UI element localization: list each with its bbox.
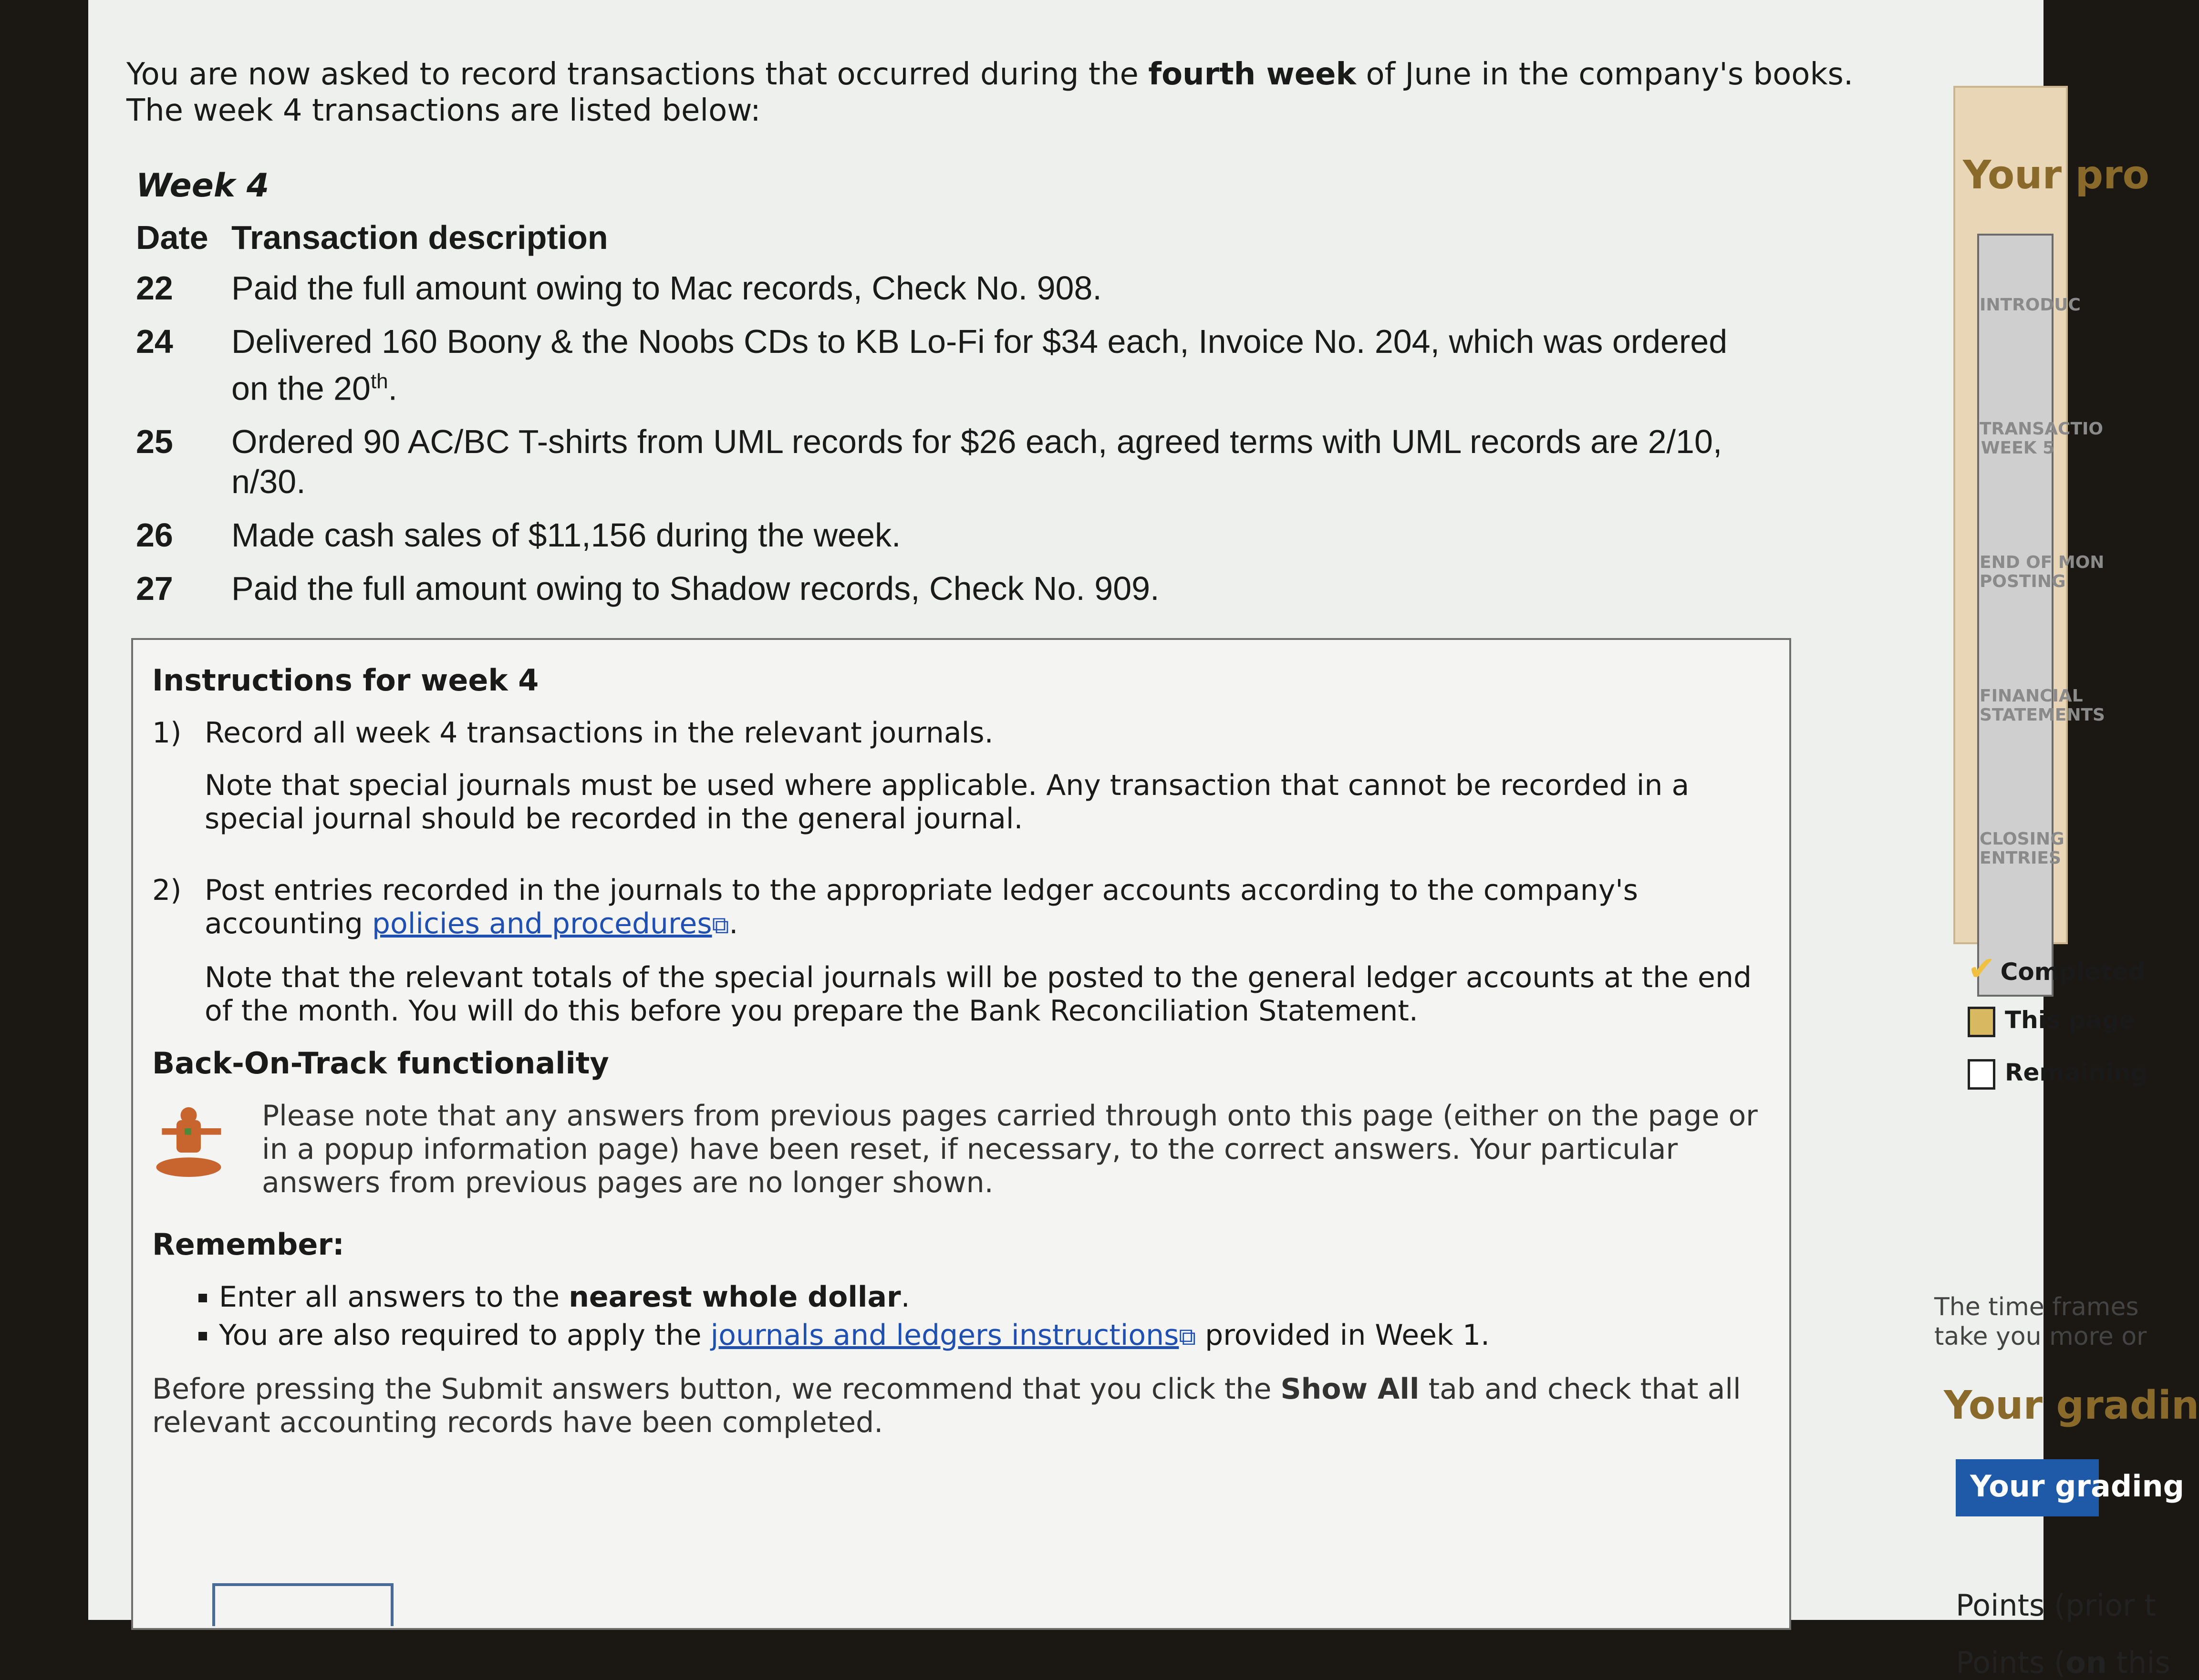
submit-text-suffix: tab and check that all relevant accounting records have been completed. bbox=[152, 1372, 1741, 1439]
instruction-step-1 bbox=[152, 716, 1770, 855]
remember-list bbox=[219, 1280, 1770, 1353]
bot-section bbox=[152, 1099, 1770, 1199]
instructions-title: Instructions for week 4 bbox=[152, 663, 539, 698]
row-date: 22 bbox=[136, 269, 173, 307]
transactions-table bbox=[131, 214, 1772, 615]
table-header-row bbox=[131, 214, 1772, 261]
stage-end-of-month[interactable]: END OF MON POSTING bbox=[1980, 553, 2105, 591]
remaining-icon bbox=[1968, 1059, 1995, 1090]
list-item bbox=[219, 1319, 1770, 1353]
step-number: 1) bbox=[152, 716, 182, 750]
intro-prefix: You are now asked to record transactions that occurred during the bbox=[126, 57, 1139, 92]
row-date: 27 bbox=[136, 570, 173, 608]
row-description: Ordered 90 AC/BC T-shirts from UML records for $26 each, agreed terms with UML records are 2/10, n/30. bbox=[231, 423, 1722, 501]
intro-line2: The week 4 transactions are listed below: bbox=[126, 93, 761, 128]
journals-ledgers-link[interactable]: journals and ledgers instructions bbox=[710, 1319, 1179, 1352]
submit-note bbox=[152, 1372, 1770, 1439]
show-all-reference: Show All bbox=[1280, 1372, 1420, 1406]
remember-text-suffix: provided in Week 1. bbox=[1205, 1319, 1490, 1352]
bot-title: Back-On-Track functionality bbox=[152, 1046, 609, 1081]
timeframe-line: take you more or bbox=[1934, 1322, 2147, 1351]
step-text: Post entries recorded in the journals to the appropriate ledger accounts according to the company's accounting policies and procedures⧉. bbox=[205, 874, 1770, 942]
row-description-text: Delivered 160 Boony & the Noobs CDs to KB Lo-Fi for $34 each, Invoice No. 204, which was ordered on the 20 bbox=[231, 323, 1728, 407]
step-body bbox=[205, 716, 1770, 855]
policies-procedures-link[interactable]: policies and procedures bbox=[372, 907, 712, 940]
step-text-prefix: Post entries recorded in the journals to the appropriate ledger accounts according to the company's accounting bbox=[205, 874, 1638, 940]
progress-sidebar bbox=[1891, 86, 2199, 1680]
row-description: Paid the full amount owing to Shadow records, Check No. 909. bbox=[231, 570, 1160, 608]
remember-title: Remember: bbox=[152, 1227, 344, 1262]
list-item: ▪ Enter all answers to the nearest whole dollar. bbox=[219, 1280, 1770, 1314]
legend-completed bbox=[1968, 949, 2145, 988]
row-date: 25 bbox=[136, 423, 173, 461]
points-prior: Points (prior t bbox=[1956, 1588, 2156, 1623]
points-this-page bbox=[1956, 1645, 2170, 1680]
external-link-icon[interactable]: ⧉ bbox=[1179, 1323, 1196, 1350]
header-description: Transaction description bbox=[231, 219, 608, 256]
legend-label: Remaining bbox=[2005, 1059, 2148, 1086]
legend-label: Completed bbox=[2000, 958, 2146, 986]
points-bold: on bbox=[2065, 1645, 2107, 1680]
legend-this-page bbox=[1968, 1006, 2135, 1037]
intro-suffix: of June in the company's books. bbox=[1366, 57, 1854, 92]
step-number: 2) bbox=[152, 874, 182, 907]
row-description bbox=[227, 315, 1772, 415]
timeframe-note bbox=[1934, 1292, 2147, 1351]
grading-title: Your gradin bbox=[1944, 1383, 2199, 1428]
table-row bbox=[131, 261, 1772, 315]
ordinal-suffix: th bbox=[370, 370, 388, 393]
submit-text: Before pressing the Submit answers button, we recommend that you click the bbox=[152, 1372, 1272, 1406]
progress-title: Your pro bbox=[1963, 153, 2150, 198]
stage-financial-statements[interactable]: FINANCIAL STATEMENTS bbox=[1980, 686, 2105, 725]
intro-emphasis: fourth week bbox=[1148, 57, 1357, 92]
page bbox=[88, 0, 2199, 1680]
step-text: Record all week 4 transactions in the relevant journals. bbox=[205, 716, 994, 750]
stage-closing-entries[interactable]: CLOSING ENTRIES bbox=[1980, 829, 2064, 868]
grading-tab[interactable]: Your grading bbox=[1956, 1459, 2099, 1516]
intro-text bbox=[126, 56, 1901, 129]
row-description: Made cash sales of $11,156 during the week. bbox=[231, 516, 901, 554]
bottom-tab[interactable] bbox=[212, 1583, 394, 1626]
timeframe-line: The time frames bbox=[1934, 1293, 2139, 1321]
step-note: Note that special journals must be used where applicable. Any transaction that cannot be recorded in a special journal should be recorded in the general journal. bbox=[205, 769, 1690, 835]
table-row bbox=[131, 508, 1772, 562]
stage-introduction[interactable]: INTRODUC bbox=[1980, 295, 2081, 315]
main-content bbox=[126, 56, 1901, 1439]
this-page-icon bbox=[1968, 1007, 1995, 1037]
step-body bbox=[205, 874, 1770, 1047]
back-on-track-bot-icon bbox=[152, 1104, 233, 1185]
external-link-icon[interactable]: ⧉ bbox=[712, 911, 729, 939]
row-description: Paid the full amount owing to Mac records, Check No. 908. bbox=[231, 269, 1102, 307]
week-title: Week 4 bbox=[136, 167, 270, 205]
row-date: 24 bbox=[136, 323, 173, 360]
table-row bbox=[131, 315, 1772, 415]
remember-text: Enter all answers to the bbox=[219, 1280, 560, 1314]
legend-remaining bbox=[1968, 1059, 2148, 1090]
legend-label: This page bbox=[2005, 1006, 2136, 1034]
row-date: 26 bbox=[136, 516, 173, 554]
remember-bold: nearest whole dollar bbox=[569, 1280, 901, 1314]
header-date: Date bbox=[136, 219, 208, 256]
remember-text: You are also required to apply the bbox=[219, 1319, 702, 1352]
row-description-tail: . bbox=[388, 370, 398, 407]
stage-transactions[interactable]: TRANSACTIO WEEK 5 bbox=[1980, 419, 2104, 458]
points-text: Points ( bbox=[1956, 1645, 2066, 1680]
step-note: Note that the relevant totals of the special journals will be posted to the general ledger accounts at the end of the month. You will do this before you prepare the Bank Reconciliation Statement. bbox=[205, 961, 1752, 1028]
table-row bbox=[131, 562, 1772, 615]
points-text-suffix: this bbox=[2106, 1645, 2170, 1680]
table-row bbox=[131, 415, 1772, 508]
checkmark-icon: ✔ bbox=[1968, 949, 1996, 988]
bot-text: Please note that any answers from previous pages carried through onto this page (either on the page or in a popup information page) have been reset, if necessary, to the correct answers. Your particular answers from previous pages are no longer shown. bbox=[262, 1099, 1758, 1199]
instruction-step-2 bbox=[152, 874, 1770, 1047]
instructions-box bbox=[131, 638, 1791, 1630]
